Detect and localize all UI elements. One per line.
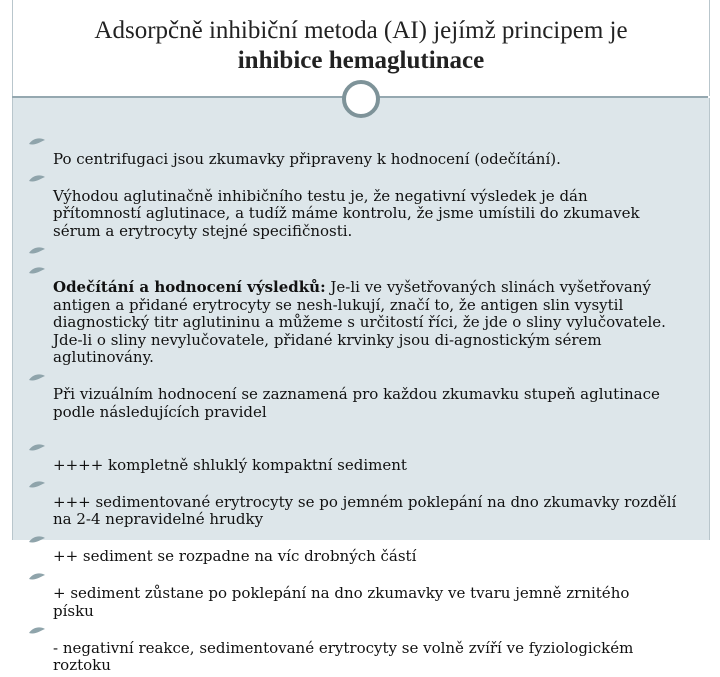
- slide-title: Adsorpčně inhibiční metoda (AI) jejímž principem je: [94, 17, 628, 44]
- leaf-bullet-icon: [28, 246, 46, 256]
- bullet-item: Při vizuálním hodnocení se zaznamená pro každou zkumavku stupeň aglutinace podle následujících pravidel: [28, 369, 698, 422]
- bullet-item: Výhodou aglutinačně inhibičního testu je, že negativní výsledek je dán přítomností aglutinace, a tudíž máme kontrolu, že jsme umístili do zkumavek sérum a erytrocyty stejné specifičnosti.: [28, 170, 698, 240]
- bullet-item: Odečítání a hodnocení výsledků: Je-li ve vyšetřovaných slinách vyšetřovaný antigen a přidané erytrocyty se nesh-lukují, značí to, že antigen slin vysytil diagnostický titr aglutininu a můžeme s určitostí říci, že jde o sliny vylučovatele. Jde-li o sliny nevylučovatele, přidané krvinky jsou di-agnostickým sérem aglutinovány.: [28, 262, 698, 367]
- ring-ornament-icon: [342, 80, 380, 118]
- bullet-list: [28, 133, 698, 677]
- leaf-bullet-icon: [28, 266, 46, 276]
- bullet-item: ++ sediment se rozpadne na víc drobných částí: [28, 531, 698, 566]
- leaf-bullet-icon: [28, 373, 46, 383]
- bullet-item: +++ sedimentované erytrocyty se po jemném poklepání na dno zkumavky rozdělí na 2-4 nepravidelné hrudky: [28, 476, 698, 529]
- leaf-bullet-icon: [28, 137, 46, 147]
- leaf-bullet-icon: [28, 443, 46, 453]
- bullet-item-empty: [28, 242, 698, 260]
- bullet-item: + sediment zůstane po poklepání na dno zkumavky ve tvaru jemně zrnitého písku: [28, 568, 698, 621]
- slide-subtitle: inhibice hemaglutinace: [237, 47, 485, 74]
- bullet-item: ++++ kompletně shluklý kompaktní sediment: [28, 439, 698, 474]
- leaf-bullet-icon: [28, 626, 46, 636]
- leaf-bullet-icon: [28, 572, 46, 582]
- leaf-bullet-icon: [28, 174, 46, 184]
- bullet-item: - negativní reakce, sedimentované erytrocyty se volně zvíří ve fyziologickém roztoku: [28, 622, 698, 675]
- bullet-item: Po centrifugaci jsou zkumavky připraveny k hodnocení (odečítání).: [28, 133, 698, 168]
- bullet-heading: Odečítání a hodnocení výsledků:: [53, 278, 326, 296]
- leaf-bullet-icon: [28, 480, 46, 490]
